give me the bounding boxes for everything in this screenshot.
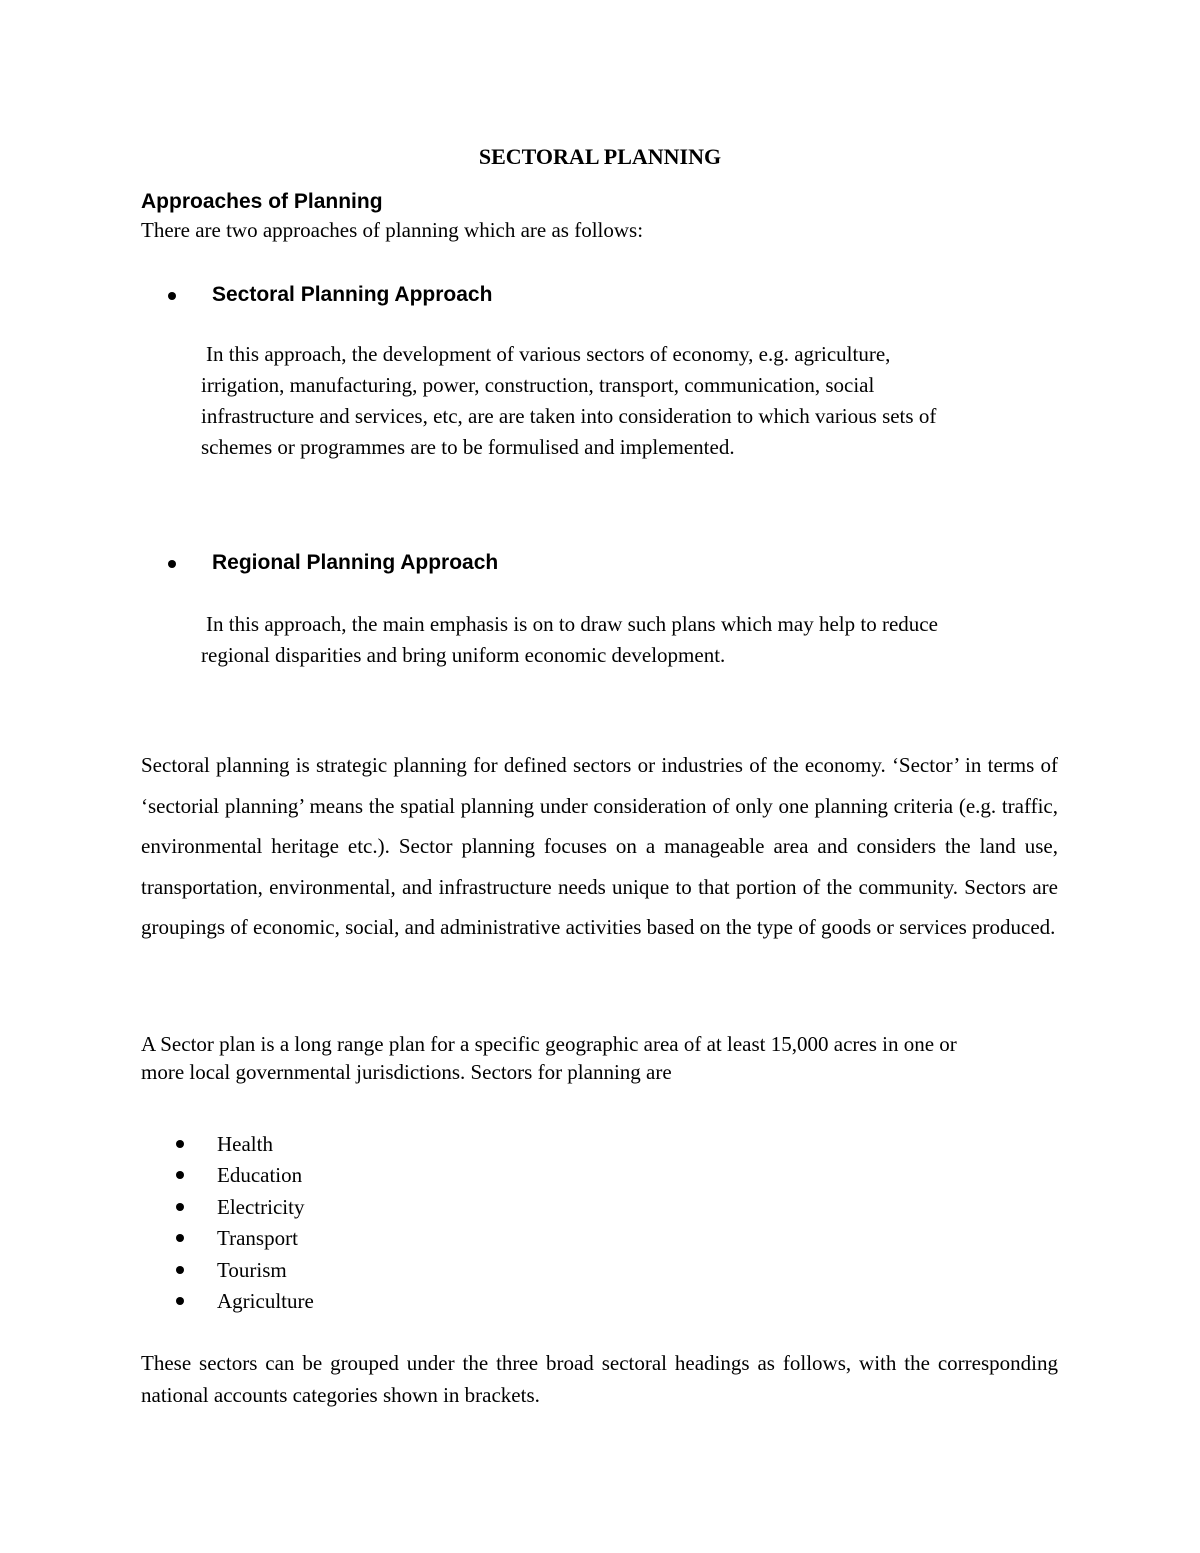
bullet-icon [168,292,176,300]
approach-text-line: irrigation, manufacturing, power, construction, transport, communication, social [201,373,875,397]
bullet-icon [176,1297,184,1305]
sector-plan-line: more local governmental jurisdictions. Sectors for planning are [141,1060,672,1084]
section-heading: Approaches of Planning [141,190,383,213]
approach-heading: Sectoral Planning Approach [212,283,493,306]
sectoral-paragraph: Sectoral planning is strategic planning for defined sectors or industries of the economy. ‘Sector’ in terms of ‘sectorial planning’ means the spatial planning under consideration of only one planning criteria (e.g. traffic, environmental heritage etc.). Sector planning focuses on a manageable area and considers the land use, transportation, environmental, and infrastructure needs unique to that portion of the community. Sectors are groupings of economic, social, and administrative activities based on the type of goods or services produced. [141,753,1058,940]
approach-text-line: schemes or programmes are to be formulised and implemented. [201,435,735,459]
bullet-icon [176,1171,184,1179]
approach-heading: Regional Planning Approach [212,551,499,574]
bullet-icon [168,560,176,568]
sector-label: Tourism [217,1257,287,1282]
sector-plan-line: A Sector plan is a long range plan for a specific geographic area of at least 15,000 acres in one or [141,1032,957,1056]
intro-text: There are two approaches of planning which are as follows: [141,218,644,242]
bullet-icon [176,1140,184,1148]
sector-label: Education [217,1163,303,1188]
bullet-icon [176,1266,184,1274]
sector-label: Health [217,1132,273,1156]
document-title: SECTORAL PLANNING [478,144,722,169]
bullet-icon [176,1203,184,1211]
sector-label: Electricity [217,1194,305,1219]
approach-text-line: In this approach, the main emphasis is on to draw such plans which may help to reduce [206,612,938,636]
bullet-icon [176,1234,184,1242]
approach-text-line: regional disparities and bring uniform economic development. [201,643,726,667]
closing-paragraph: These sectors can be grouped under the three broad sectoral headings as follows, with the corresponding national accounts categories shown in brackets. [141,1351,1058,1407]
approach-text-line: In this approach, the development of various sectors of economy, e.g. agriculture, [206,342,891,366]
approach-text-line: infrastructure and services, etc, are are taken into consideration to which various sets of [201,404,937,428]
sector-label: Agriculture [217,1288,314,1313]
sector-label: Transport [217,1226,298,1251]
